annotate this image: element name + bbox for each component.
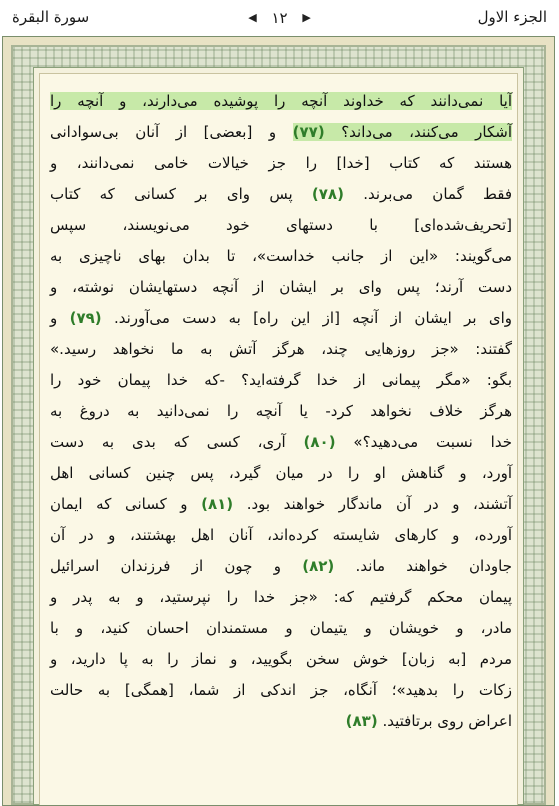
text-segment: پس وای بر کسانی که کتاب [50,185,312,203]
text-line [50,489,512,520]
text-segment: آورد، و گناهش او را در میان گیرد، پس چنین کسانی اهل [50,464,512,482]
text-line [50,334,512,365]
text-line [50,365,512,396]
text-line [50,210,512,241]
text-segment: و [بعضی] از آنان بی‌سوادانی [50,123,293,141]
verse-text [50,86,512,737]
text-segment: و [50,309,70,327]
text-segment: آورده، و کارهای شایسته کرده‌اند، آنان اهل بهشتند، و در آن [50,526,512,544]
text-line [50,272,512,303]
text-segment: بگو: «مگر پیمانی از خدا گرفته‌اید؟ -که خدا پیمان خود را [50,371,512,389]
text-segment: خدا نسبت می‌دهید؟» [335,433,512,451]
text-segment: وای بر ایشان از آنچه [از این راه] به دست می‌آورند. [101,309,512,327]
top-bar [0,0,559,36]
verse-number[interactable]: (٧٩) [69,309,102,327]
text-segment: مردم [به زبان] خوش سخن بگویید، و نماز را به پا دارید، و [50,650,512,668]
text-line [50,520,512,551]
next-page-button[interactable] [296,11,316,25]
text-segment: جاودان خواهند ماند. [334,557,512,575]
verse-number[interactable]: (٧٨) [311,185,344,203]
text-segment: پیمان محکم گرفتیم که: «جز خدا را نپرستید، و به پدر و [50,588,512,606]
text-segment: هستند که کتاب [خدا] را جز خیالات خامی نمی‌دانند، و [50,154,512,172]
text-segment: آتشند، و در آن ماندگار خواهند بود. [233,495,513,513]
text-segment: می‌گویند: «این از جانب خداست»، تا بدان بهای ناچیزی به [50,247,512,265]
triangle-left-icon: ◀ [248,11,257,25]
text-line [50,613,512,644]
text-line [50,427,512,458]
text-line [50,117,512,148]
text-line [50,675,512,706]
text-line [50,148,512,179]
text-line [50,396,512,427]
text-segment: و کسانی که ایمان [50,495,202,513]
text-line [50,303,512,334]
text-line [50,582,512,613]
text-line [50,241,512,272]
verse-number[interactable]: (٨٣) [345,712,378,730]
surah-name: سورة البقرة [12,8,90,26]
text-segment: فقط گمان می‌برند. [343,185,512,203]
text-line [50,551,512,582]
text-line [50,179,512,210]
verse-number[interactable]: (٨١) [201,495,234,513]
text-segment: آیا نمی‌دانند که خداوند آنچه را پوشیده می‌دارند، و آنچه را [50,92,512,110]
text-segment: گفتند: «جز روزهایی چند، هرگز آتش به ما نخواهد رسید.» [50,340,512,358]
juz-name: الجزء الاول [477,8,547,26]
page-navigation [0,8,559,27]
text-segment: و چون از فرزندان اسرائیل [50,557,303,575]
verse-number[interactable]: (٨٠) [303,433,336,451]
triangle-right-icon: ▶ [302,11,311,25]
text-segment: اعراض روی برتافتید. [377,712,512,730]
verse-number[interactable]: (٧٧) [292,123,325,141]
text-segment: [تحریف‌شده‌ای] با دستهای خود می‌نویسند، سپس [50,216,512,234]
page-number: ١٢ [271,8,288,27]
text-line [50,86,512,117]
text-segment: هرگز خلاف نخواهد کرد- یا آنچه را نمی‌دانید به دروغ به [50,402,512,420]
text-line [50,644,512,675]
verse-number[interactable]: (٨٢) [302,557,335,575]
text-line [50,458,512,489]
text-segment: آشکار می‌کنند، می‌داند؟ [324,123,512,141]
text-segment: دست آرند؛ پس وای بر ایشان از آنچه دستهایشان نوشته، و [50,278,512,296]
prev-page-button[interactable] [242,11,262,25]
text-line [50,706,512,737]
text-segment: مادر، و خویشان و یتیمان و مستمندان احسان کنید، و با [50,619,512,637]
text-segment: زکات را بدهید»؛ آنگاه، جز اندکی از شما، [همگی] به حالت [50,681,512,699]
text-segment: آری، کسی که بدی به دست [50,433,304,451]
